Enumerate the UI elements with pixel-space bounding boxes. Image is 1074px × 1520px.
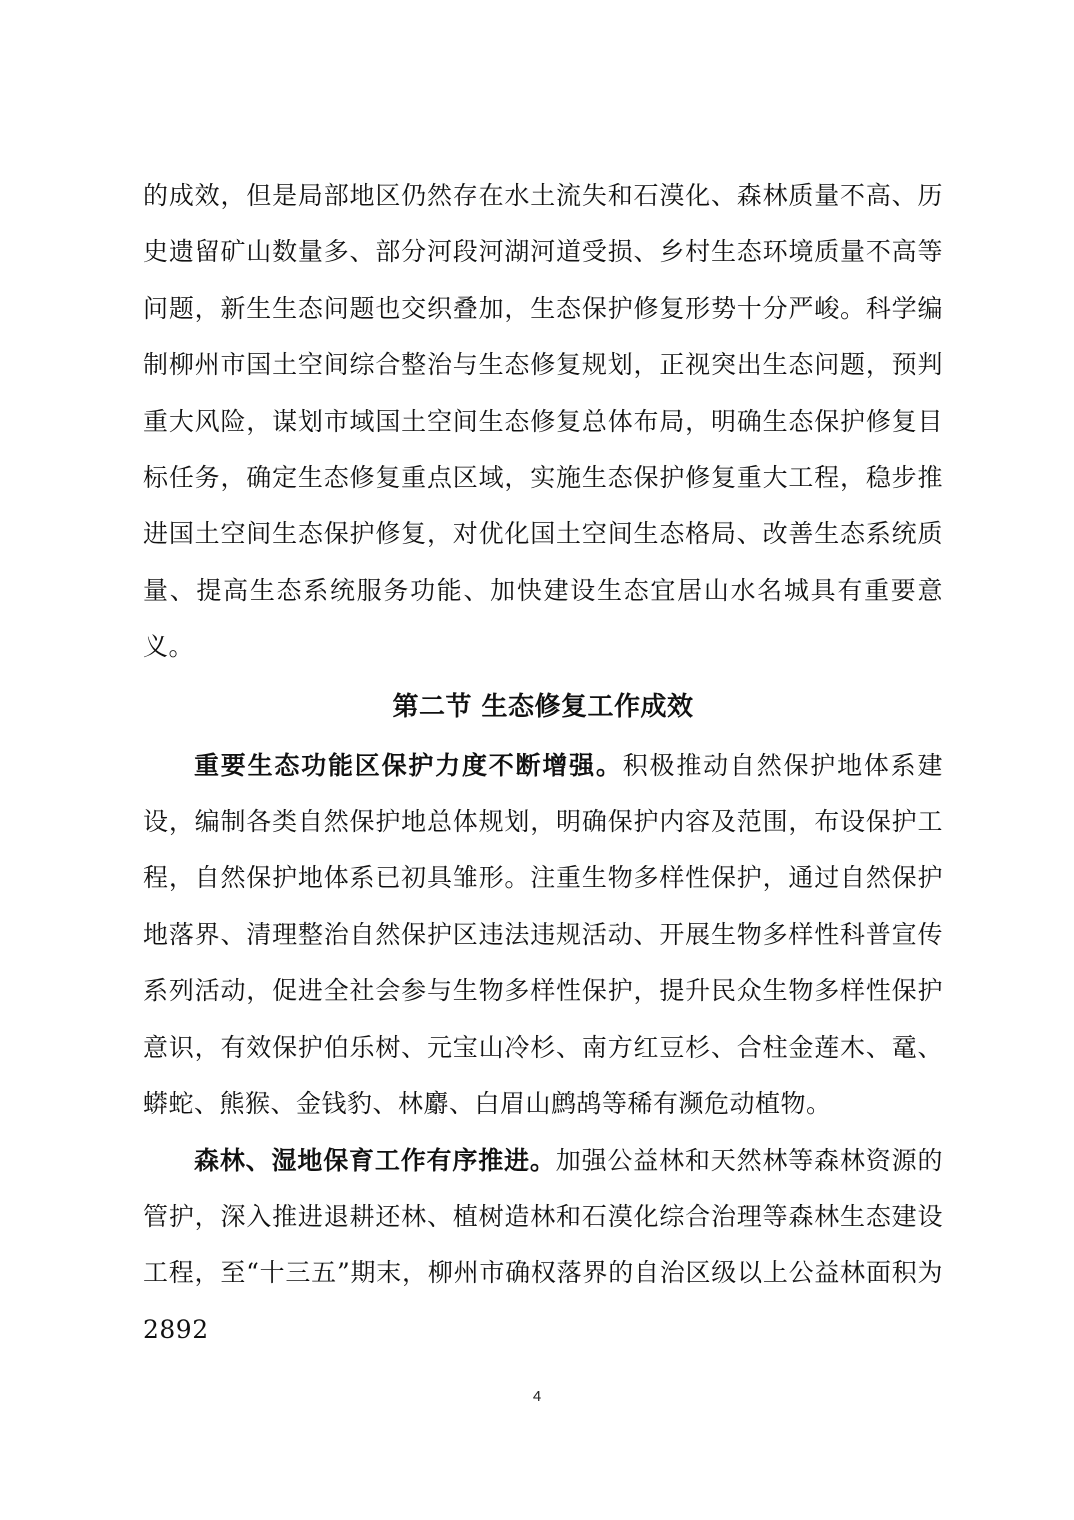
paragraph-lead: 森林、湿地保育工作有序推进。 [194,1145,556,1175]
paragraph-body: 加强公益林和天然林等森林资源的管护，深入推进退耕还林、植树造林和石漠化综合治理等森林生态建设工程，至“十三五”期末，柳州市确权落界的自治区级以上公益林面积为 2892 [143,1145,943,1344]
paragraph-body: 积极推动自然保护地体系建设，编制各类自然保护地总体规划，明确保护内容及范围，布设保护工程，自然保护地体系已初具雏形。注重生物多样性保护，通过自然保护地落界、清理整治自然保护区违法违规活动、开展生物多样性科普宣传系列活动，促进全社会参与生物多样性保护，提升民众生物多样性保护意识，有效保护伯乐树、元宝山冷杉、南方红豆杉、合柱金莲木、鼋、蟒蛇、熊猴、金钱豹、林麝、白眉山鹧鸪等稀有濒危动植物。 [143,750,943,1119]
paragraph-lead: 重要生态功能区保护力度不断增强。 [194,750,623,780]
intro-paragraph: 的成效，但是局部地区仍然存在水土流失和石漠化、森林质量不高、历史遗留矿山数量多、部分河段河湖河道受损、乡村生态环境质量不高等问题，新生生态问题也交织叠加，生态保护修复形势十分严峻。科学编制柳州市国土空间综合整治与生态修复规划，正视突出生态问题，预判重大风险，谋划市域国土空间生态修复总体布局，明确生态保护修复目标任务，确定生态修复重点区域，实施生态保护修复重大工程，稳步推进国土空间生态保护修复，对优化国土空间生态格局、改善生态系统质量、提高生态系统服务功能、加快建设生态宜居山水名城具有重要意义。 [143,181,943,662]
paragraph-forest-wetland [143,1133,943,1359]
page-number: 4 [532,1388,542,1405]
section-heading: 第二节 生态修复工作成效 [392,691,694,722]
paragraph-ecological-protection [143,738,943,1133]
page-content [143,168,943,1358]
